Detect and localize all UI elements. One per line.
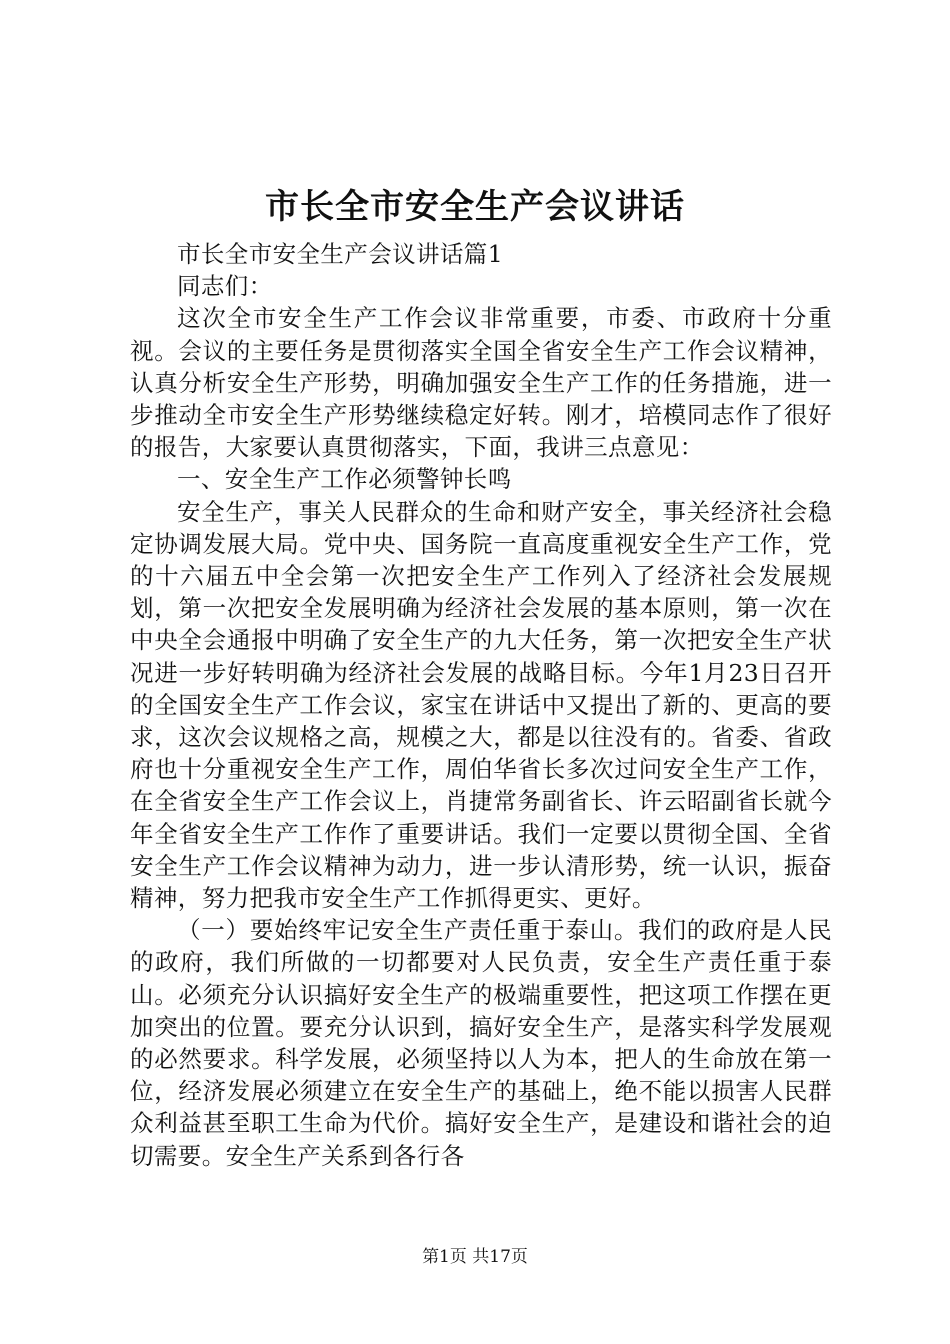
page-number-footer: 第1页 共17页 <box>422 1247 528 1267</box>
paragraph-intro: 这次全市安全生产工作会议非常重要，市委、市政府十分重视。会议的主要任务是贯彻落实全国全省安全生产工作会议精神，认真分析安全生产形势，明确加强安全生产工作的任务措施，进一步推动全市安全生产形势继续稳定好转。刚才，培模同志作了很好的报告，大家要认真贯彻落实，下面，我讲三点意见： <box>130 304 832 462</box>
paragraph-salutation: 同志们： <box>177 272 273 301</box>
section-heading-1: 一、安全生产工作必须警钟长鸣 <box>177 465 512 494</box>
paragraph-heading: 市长全市安全生产会议讲话篇1 <box>177 240 504 268</box>
paragraph-subsection-1: （一）要始终牢记安全生产责任重于泰山。我们的政府是人民的政府，我们所做的一切都要对人民负责，安全生产责任重于泰山。必须充分认识搞好安全生产的极端重要性，把这项工作摆在更加突出的位置。要充分认识到，搞好安全生产，是落实科学发展观的必然要求。科学发展，必须坚持以人为本，把人的生命放在第一位，经济发展必须建立在安全生产的基础上，绝不能以损害人民群众利益甚至职工生命为代价。搞好安全生产，是建设和谐社会的迫切需要。安全生产关系到各行各 <box>130 916 832 1170</box>
document-title: 市长全市安全生产会议讲话 <box>265 187 685 227</box>
document-body <box>130 238 832 1172</box>
paragraph-section-1: 安全生产，事关人民群众的生命和财产安全，事关经济社会稳定协调发展大局。党中央、国务院一直高度重视安全生产工作，党的十六届五中全会第一次把安全生产工作列入了经济社会发展规划，第一次把安全发展明确为经济社会发展的基本原则，第一次在中央全会通报中明确了安全生产的九大任务，第一次把安全生产状况进一步好转明确为经济社会发展的战略目标。今年1月23日召开的全国安全生产工作会议，家宝在讲话中又提出了新的、更高的要求，这次会议规格之高，规模之大，都是以往没有的。省委、省政府也十分重视安全生产工作，周伯华省长多次过问安全生产工作，在全省安全生产工作会议上，肖捷常务副省长、许云昭副省长就今年全省安全生产工作作了重要讲话。我们一定要以贯彻全国、全省安全生产工作会议精神为动力，进一步认清形势，统一认识，振奋精神，努力把我市安全生产工作抓得更实、更好。 <box>130 497 832 913</box>
